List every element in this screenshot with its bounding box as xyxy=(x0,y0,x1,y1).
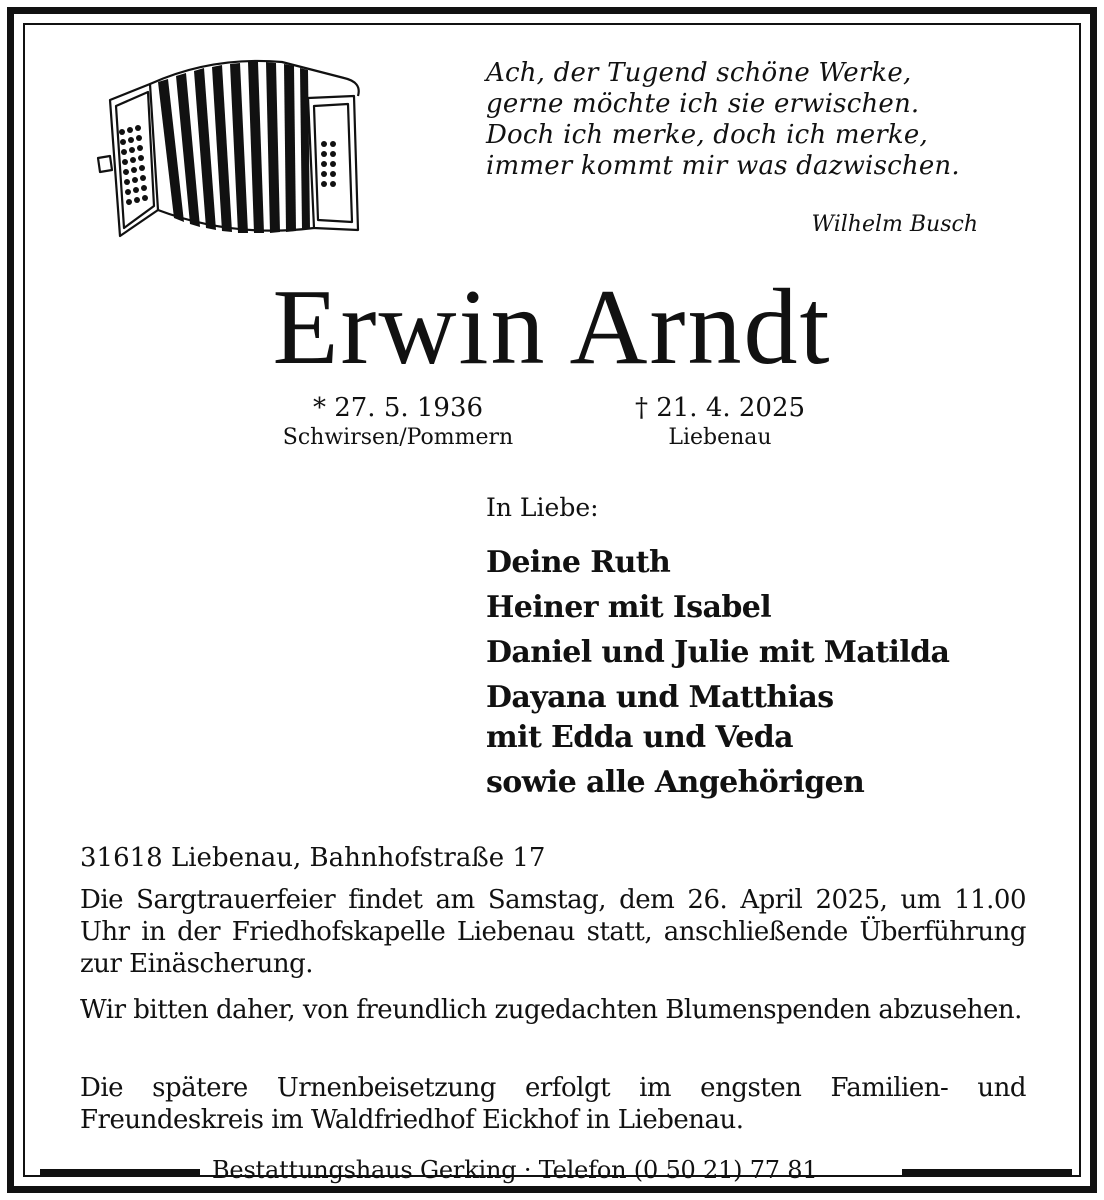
footer xyxy=(0,1154,1104,1188)
family-address: 31618 Liebenau, Bahnhofstraße 17 xyxy=(80,843,546,873)
footer-rule-left xyxy=(40,1169,200,1175)
death-info xyxy=(590,392,850,452)
poem xyxy=(486,58,960,182)
deceased-name: Erwin Arndt xyxy=(272,268,832,387)
accordion-icon xyxy=(92,52,372,262)
mourner-name: Dayana und Matthias xyxy=(486,680,834,715)
birth-place: Schwirsen/Pommern xyxy=(282,425,514,450)
mourner-name: sowie alle Angehörigen xyxy=(486,765,865,800)
mourners-intro: In Liebe: xyxy=(486,493,599,522)
urn-burial-text: Die spätere Urnenbeisetzung erfolgt im engsten Familien- und Freundeskreis im Waldfriedhof Eickhof in Liebenau. xyxy=(80,1073,1026,1135)
funeral-home-contact: Bestattungshaus Gerking · Telefon (0 50 21) 77 81 xyxy=(212,1156,818,1184)
mourner-name: Heiner mit Isabel xyxy=(486,590,772,625)
mourner-name: mit Edda und Veda xyxy=(486,720,794,755)
flowers-request-text: Wir bitten daher, von freundlich zugedachten Blumenspenden abzusehen. xyxy=(80,995,1022,1025)
birth-info xyxy=(248,392,548,452)
death-place: Liebenau xyxy=(668,425,772,450)
footer-rule-right xyxy=(902,1169,1072,1175)
poem-line: Doch ich merke, doch ich merke, xyxy=(486,120,928,150)
funeral-service-text: Die Sargtrauerfeier findet am Samstag, dem 26. April 2025, um 11.00 Uhr in der Friedhofskapelle Liebenau statt, anschließende Überführung zur Einäscherung. xyxy=(80,885,1026,979)
poem-author: Wilhelm Busch xyxy=(811,212,978,237)
death-date: † 21. 4. 2025 xyxy=(634,393,806,423)
poem-line: immer kommt mir was dazwischen. xyxy=(486,151,960,181)
mourner-name: Deine Ruth xyxy=(486,545,671,580)
poem-line: gerne möchte ich sie erwischen. xyxy=(486,89,920,119)
mourners-list xyxy=(486,543,949,808)
poem-line: Ach, der Tugend schöne Werke, xyxy=(486,58,912,88)
mourner-name: Daniel und Julie mit Matilda xyxy=(486,635,950,670)
birth-date: * 27. 5. 1936 xyxy=(312,393,484,423)
